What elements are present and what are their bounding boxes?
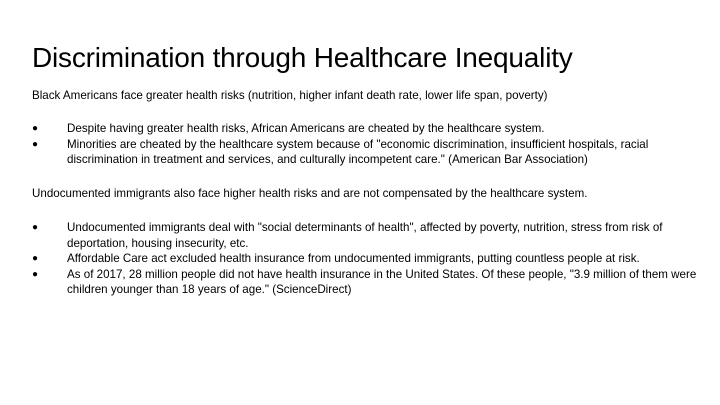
list-item-text: Minorities are cheated by the healthcare system because of "economic discrimination, insufficient hospitals, racial discrimination in treatment and services, and culturally incompetent care." (American Bar Association): [67, 137, 649, 166]
list-item: [32, 220, 702, 251]
bullet-list-2: [32, 220, 702, 298]
bullet-icon: ●: [32, 123, 39, 134]
list-item-text: Undocumented immigrants deal with "social determinants of health", affected by poverty, nutrition, stress from risk of deportation, housing insecurity, etc.: [67, 221, 663, 250]
list-item: [32, 121, 702, 137]
bullet-icon: ●: [32, 222, 39, 233]
bullet-icon: ●: [32, 268, 39, 280]
list-item: [32, 137, 702, 168]
bullet-icon: ●: [32, 138, 39, 150]
list-item-text: Despite having greater health risks, African Americans are cheated by the healthcare system.: [67, 122, 545, 135]
paragraph-black-americans: Black Americans face greater health risks (nutrition, higher infant death rate, lower life span, poverty): [32, 89, 548, 102]
bullet-list-1: [32, 121, 702, 168]
bullet-icon: ●: [32, 253, 39, 264]
list-item: [32, 267, 702, 298]
list-item-text: As of 2017, 28 million people did not have health insurance in the United States. Of these people, "3.9 million of them were children younger than 18 years of age." (ScienceDirect): [67, 267, 697, 296]
slide-title: Discrimination through Healthcare Inequality: [32, 42, 573, 73]
list-item: [32, 251, 702, 267]
list-item-text: Affordable Care act excluded health insurance from undocumented immigrants, putting countless people at risk.: [67, 252, 640, 265]
paragraph-undocumented-immigrants: Undocumented immigrants also face higher health risks and are not compensated by the healthcare system.: [32, 187, 588, 200]
